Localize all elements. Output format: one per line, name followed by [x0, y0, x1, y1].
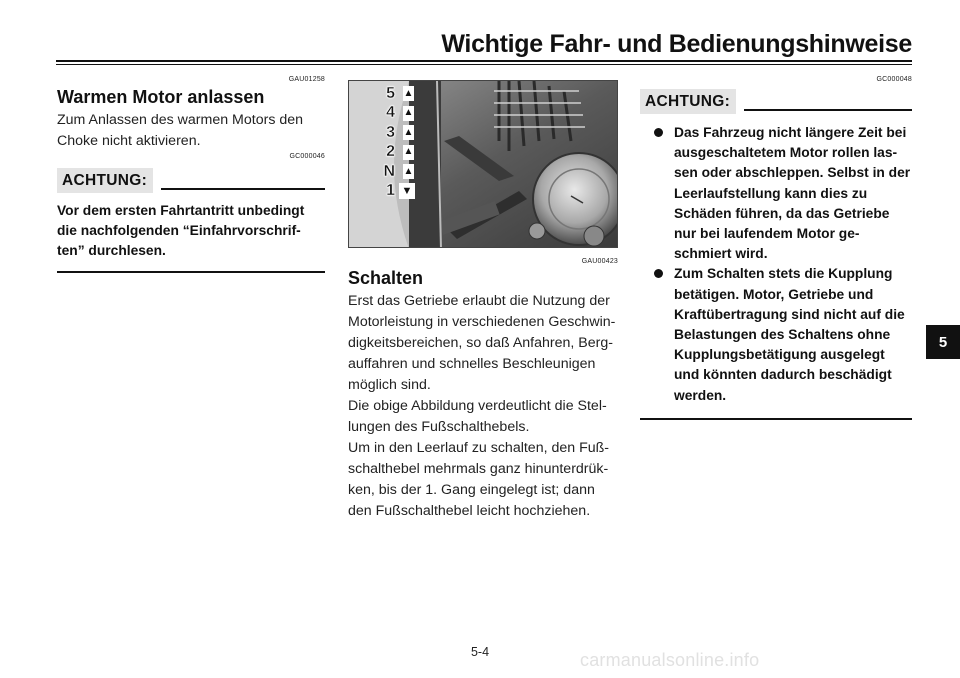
section-body: Zum Anlassen des warmen Motors den Choke nicht aktivieren. [57, 112, 304, 149]
arrow-up-icon: ▲ [403, 86, 414, 101]
paragraph: Die obige Abbildung verdeutlicht die Stel-lungen des Fußschalthebels. [348, 398, 607, 435]
list-item [654, 264, 912, 405]
section-code: GAU01258 [288, 76, 325, 83]
section-heading-warm-start: Warmen Motor anlassen [57, 87, 265, 107]
bullet-icon [654, 128, 663, 137]
gear-label: 4 [386, 104, 395, 122]
caution-end-rule [57, 271, 325, 273]
list-item [654, 123, 912, 264]
paragraph: Um in den Leerlauf zu schalten, den Fuß-schalthebel mehrmals ganz hinunterdrük-ken, bis der 1. Gang eingelegt ist; dann den Fußschalthebel leicht hochziehen. [348, 440, 610, 519]
page-title: Wichtige Fahr- und Bedienungshinweise [441, 30, 912, 58]
gear-row-2 [375, 143, 431, 163]
arrow-up-icon: ▲ [403, 125, 414, 140]
gear-row-5 [375, 84, 431, 104]
right-column [640, 76, 912, 420]
gear-row-3 [375, 123, 431, 143]
gear-label: 2 [386, 143, 395, 161]
caution-end-rule [640, 418, 912, 420]
paragraph: Erst das Getriebe erlaubt die Nutzung der Motorleistung in verschiedenen Geschwin-digkeitsbereichen, so daß Anfahren, Berg-auffahren und schnelles Beschleunigen möglich sind. [348, 293, 616, 393]
caution-code: GC000046 [289, 153, 325, 160]
list-item-text: Zum Schalten stets die Kupplung betätigen. Motor, Getriebe und Kraftübertragung sind nicht auf die Belastungen des Schaltens ohne Kupplungsbetätigung ausgelegt und könnten dadurch beschädigt werden. [674, 266, 905, 403]
section-heading-schalten: Schalten [348, 268, 424, 288]
caution-header [640, 89, 912, 114]
gear-label: 5 [386, 84, 395, 102]
arrow-up-icon: ▲ [403, 164, 414, 179]
bullet-icon [654, 269, 663, 278]
watermark: carmanualsonline.info [580, 650, 760, 670]
gear-position-list [375, 84, 431, 201]
arrow-up-icon: ▲ [403, 106, 414, 121]
caution-line [161, 188, 325, 190]
middle-column [348, 76, 618, 522]
title-rule [56, 60, 912, 62]
gear-row-1 [375, 182, 431, 202]
page-number: 5-4 [470, 645, 490, 659]
caution-label: ACHTUNG: [640, 89, 736, 114]
gear-row-n [375, 162, 431, 182]
gear-shift-figure [348, 80, 618, 248]
gear-label: N [383, 162, 395, 180]
title-rule-thin [56, 64, 912, 65]
caution-bullet-list [640, 123, 912, 406]
caution-code: GC000048 [876, 76, 912, 83]
gear-row-4 [375, 104, 431, 124]
left-column [57, 76, 325, 273]
list-item-text: Das Fahrzeug nicht längere Zeit bei ausgeschaltetem Motor rollen las-sen oder abschleppen. Selbst in der Leerlaufstellung kann dies zu Schäden führen, da das Getriebe nur bei laufendem Motor ge-schmiert wird. [674, 125, 911, 262]
arrow-up-icon: ▲ [403, 145, 414, 160]
caution-text: Vor dem ersten Fahrtantritt unbedingt die nachfolgenden “Einfahrvorschrif-ten” durchlesen. [57, 203, 305, 258]
caution-header [57, 168, 325, 193]
gear-label: 1 [386, 182, 395, 200]
arrow-down-icon: ▼ [399, 183, 415, 199]
gear-label: 3 [386, 123, 395, 141]
chapter-tab: 5 [926, 325, 960, 359]
caution-line [744, 109, 912, 111]
caution-label: ACHTUNG: [57, 168, 153, 193]
section-code: GAU00423 [581, 258, 618, 265]
